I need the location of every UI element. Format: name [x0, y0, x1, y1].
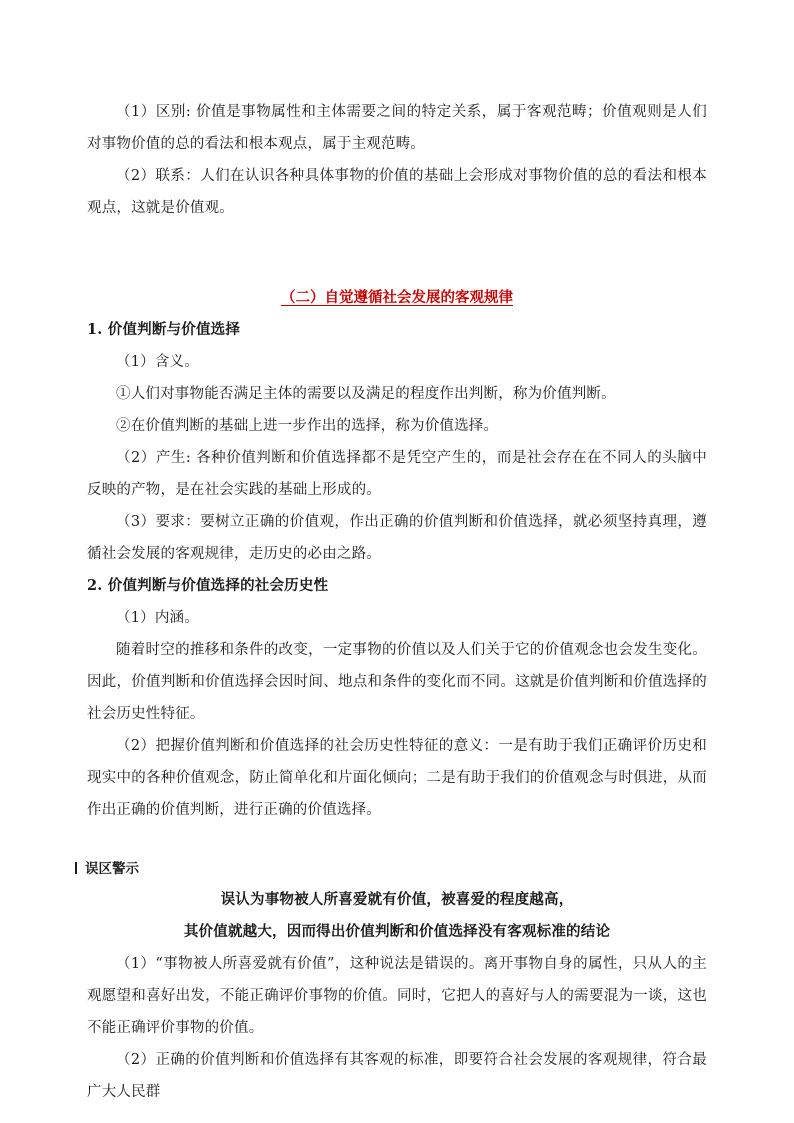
paragraph-requirement: （3）要求：要树立正确的价值观，作出正确的价值判断和价值选择，就必须坚持真理，遵循社会发展的客观规律，走历史的必由之路。 [87, 514, 707, 562]
paragraph-connotation: （1）内涵。 [116, 610, 199, 626]
warning-title-line1: 误认为事物被人所喜爱就有价值，被喜爱的程度越高， [220, 891, 574, 908]
paragraph-distinction: （1）区别: 价值是事物属性和主体需要之间的特定关系，属于客观范畴；价值观则是人们对事物价值的总的看法和根本观点，属于主观范畴。 [87, 104, 707, 152]
section-title [87, 282, 707, 314]
warning-title-line2: 其价值就越大，因而得出价值判断和价值选择没有客观标准的结论 [183, 923, 611, 940]
paragraph-connection: （2）联系：人们在认识各种具体事物的价值的基础上会形成对事物价值的总的看法和根本观点，这就是价值观。 [87, 168, 707, 216]
paragraph-meaning: （1）含义。 [116, 354, 199, 370]
heading-social-history: 2. 价值判断与价值选择的社会历史性 [87, 577, 329, 594]
warning-heading [75, 854, 707, 884]
paragraph-judgment-definition: ①人们对事物能否满足主体的需要以及满足的程度作出判断，称为价值判断。 [116, 386, 616, 402]
paragraph-change: 随着时空的推移和条件的改变，一定事物的价值以及人们关于它的价值观念也会发生变化。因此，价值判断和价值选择会因时间、地点和条件的变化而不同。这就是价值判断和价值选择的社会历史性特征。 [87, 642, 707, 722]
section-title-text: （二）自觉遵循社会发展的客观规律 [281, 289, 513, 306]
warning-paragraph-2: （2）正确的价值判断和价值选择有其客观的标准，即要符合社会发展的客观规律，符合最广大人民群 [87, 1052, 707, 1100]
warning-paragraph-1: （1）“事物被人所喜爱就有价值”，这种说法是错误的。离开事物自身的属性，只从人的主观愿望和喜好出发，不能正确评价事物的价值。同时，它把人的喜好与人的需要混为一谈，这也不能正确评价事物的价值。 [87, 956, 707, 1036]
heading-value-judgment: 1. 价值判断与价值选择 [87, 321, 241, 338]
paragraph-choice-definition: ②在价值判断的基础上进一步作出的选择，称为价值选择。 [116, 418, 499, 434]
paragraph-origin: （2）产生: 各种价值判断和价值选择都不是凭空产生的，而是社会存在在不同人的头脑中反映的产物，是在社会实践的基础上形成的。 [87, 450, 707, 498]
document-content [87, 96, 707, 1108]
warning-heading-text: 误区警示 [85, 861, 139, 877]
paragraph-significance: （2）把握价值判断和价值选择的社会历史性特征的意义：一是有助于我们正确评价历史和现实中的各种价值观念，防止简单化和片面化倾向；二是有助于我们的价值观念与时俱进，从而作出正确的价值判断，进行正确的价值选择。 [87, 738, 707, 818]
warning-bar-icon [75, 862, 77, 874]
